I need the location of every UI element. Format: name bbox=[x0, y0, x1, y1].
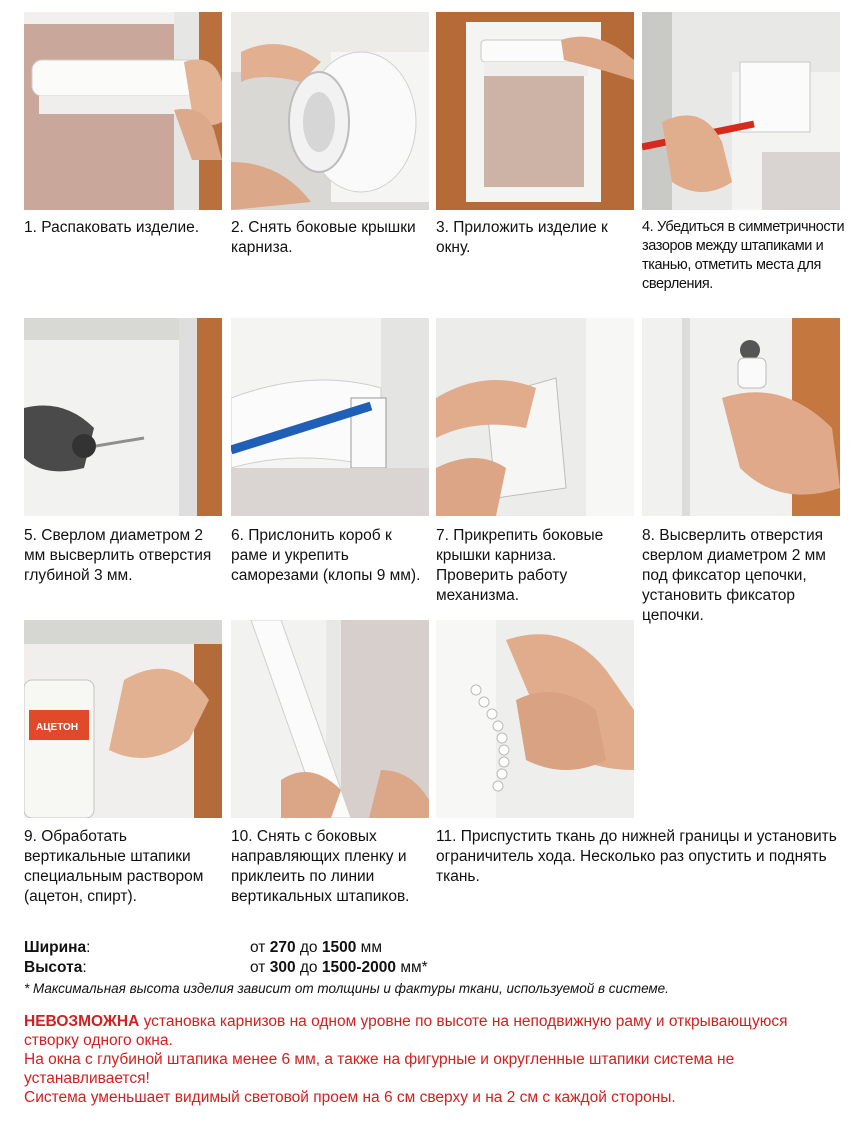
step-2-caption bbox=[231, 218, 421, 258]
step-number: 1. bbox=[24, 219, 37, 236]
svg-text:АЦЕТОН: АЦЕТОН bbox=[36, 722, 79, 733]
height-unit: мм* bbox=[400, 959, 428, 976]
chain-stopper-photo bbox=[436, 620, 634, 818]
guide-film-photo bbox=[231, 620, 429, 818]
step-1-photo bbox=[24, 12, 222, 210]
step-text: Приложить изделие к окну. bbox=[436, 219, 608, 256]
step-number: 5. bbox=[24, 527, 37, 544]
height-to: до bbox=[299, 959, 318, 976]
width-label bbox=[24, 938, 90, 958]
step-7-caption bbox=[436, 526, 636, 606]
step-number: 2. bbox=[231, 219, 244, 236]
step-text: Прикрепить боковые крышки карниза. Проверить работу механизма. bbox=[436, 527, 604, 604]
step-text: Высверлить отверстия сверлом диаметром 2 мм под фиксатор цепочки, установить фиксатор цепочки. bbox=[642, 527, 826, 624]
step-9-photo bbox=[24, 620, 222, 818]
height-max: 1500-2000 bbox=[321, 959, 396, 976]
step-1-caption bbox=[24, 218, 224, 238]
step-number: 6. bbox=[231, 527, 244, 544]
step-6-photo bbox=[231, 318, 429, 516]
hold-to-window-photo bbox=[436, 12, 634, 210]
step-4-photo bbox=[642, 12, 840, 210]
height-value bbox=[250, 958, 428, 978]
height-min: 300 bbox=[269, 959, 296, 976]
step-text: Снять с боковых направляющих пленку и приклеить по линии вертикальных штапиков. bbox=[231, 828, 410, 905]
unpack-blind-photo bbox=[24, 12, 222, 210]
step-7-photo bbox=[436, 318, 634, 516]
step-number: 4. bbox=[642, 219, 654, 235]
step-number: 7. bbox=[436, 527, 449, 544]
step-text: Распаковать изделие. bbox=[41, 219, 200, 236]
step-10-caption bbox=[231, 827, 431, 907]
height-label-text: Высота bbox=[24, 959, 83, 976]
warning-2: На окна с глубиной штапика менее 6 мм, а также на фигурные и округленные штапики система не устанавливается! bbox=[24, 1051, 735, 1087]
width-colon: : bbox=[86, 939, 91, 956]
step-3-caption bbox=[436, 218, 636, 258]
step-11-caption bbox=[436, 827, 846, 887]
step-text: Приспустить ткань до нижней границы и установить ограничитель хода. Несколько раз опустить и поднять ткань. bbox=[436, 828, 837, 885]
step-text: Сверлом диаметром 2 мм высверлить отверстия глубиной 3 мм. bbox=[24, 527, 212, 584]
screwdriver-photo bbox=[231, 318, 429, 516]
mark-pencil-photo bbox=[642, 12, 840, 210]
step-number: 10. bbox=[231, 828, 253, 845]
height-label bbox=[24, 958, 87, 978]
step-2-photo bbox=[231, 12, 429, 210]
step-9-caption bbox=[24, 827, 224, 907]
height-colon: : bbox=[82, 959, 87, 976]
chain-holder-photo bbox=[642, 318, 840, 516]
warning-bold-word: НЕВОЗМОЖНА bbox=[24, 1013, 140, 1030]
warning-3: Система уменьшает видимый световой проем на 6 см сверху и на 2 см с каждой стороны. bbox=[24, 1089, 676, 1106]
width-label-text: Ширина bbox=[24, 939, 87, 956]
width-to: до bbox=[299, 939, 318, 956]
warning-1-text: установка карнизов на одном уровне по высоте на неподвижную раму и открывающуюся створку одного окна. bbox=[24, 1013, 788, 1049]
attach-cap-photo bbox=[436, 318, 634, 516]
height-from: от bbox=[250, 959, 266, 976]
width-max: 1500 bbox=[321, 939, 357, 956]
step-6-caption bbox=[231, 526, 431, 586]
drill-photo bbox=[24, 318, 222, 516]
step-5-photo bbox=[24, 318, 222, 516]
step-number: 11. bbox=[436, 828, 457, 845]
step-4-caption bbox=[642, 218, 848, 294]
step-3-photo bbox=[436, 12, 634, 210]
footnote: * Максимальная высота изделия зависит от толщины и фактуры ткани, используемой в системе. bbox=[24, 981, 669, 996]
step-8-photo bbox=[642, 318, 840, 516]
width-from: от bbox=[250, 939, 266, 956]
step-text: Убедиться в симметричности зазоров между штапиками и тканью, отметить места для сверления. bbox=[642, 219, 845, 292]
step-number: 8. bbox=[642, 527, 655, 544]
width-value bbox=[250, 938, 382, 958]
step-10-photo bbox=[231, 620, 429, 818]
acetone-clean-photo bbox=[24, 620, 222, 818]
width-unit: мм bbox=[360, 939, 382, 956]
step-number: 3. bbox=[436, 219, 449, 236]
step-11-photo bbox=[436, 620, 634, 818]
step-number: 9. bbox=[24, 828, 37, 845]
width-min: 270 bbox=[269, 939, 296, 956]
step-text: Прислонить короб к раме и укрепить саморезами (клопы 9 мм). bbox=[231, 527, 421, 584]
step-text: Снять боковые крышки карниза. bbox=[231, 219, 416, 256]
step-8-caption bbox=[642, 526, 842, 626]
warnings-block bbox=[24, 1012, 834, 1107]
step-5-caption bbox=[24, 526, 224, 586]
warning-1 bbox=[24, 1012, 834, 1050]
remove-caps-photo bbox=[231, 12, 429, 210]
step-text: Обработать вертикальные штапики специальным раствором (ацетон, спирт). bbox=[24, 828, 204, 905]
